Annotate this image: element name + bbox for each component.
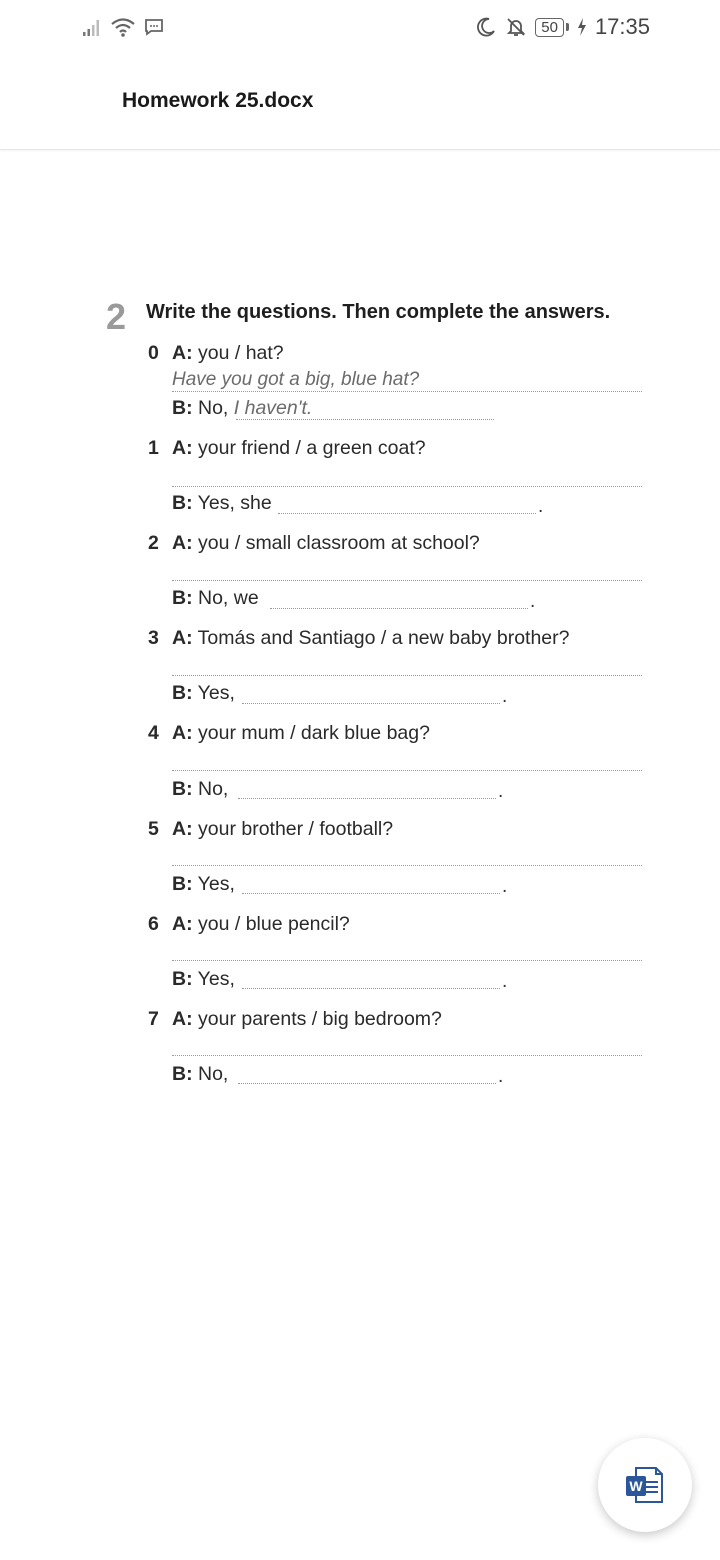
answer-prompt: B: Yes,: [172, 968, 235, 990]
answer-line[interactable]: [238, 1083, 496, 1084]
answer-prompt: B: No,: [172, 1063, 229, 1085]
answer-line[interactable]: [270, 608, 528, 609]
sample-question: Have you got a big, blue hat?: [172, 369, 420, 390]
item-number: 7: [148, 1008, 159, 1030]
question-line[interactable]: [172, 865, 642, 866]
signal-icon: [82, 17, 102, 37]
svg-text:W: W: [629, 1478, 643, 1494]
question-line[interactable]: [172, 486, 642, 487]
moon-icon: [475, 16, 497, 38]
question-line[interactable]: [172, 675, 642, 676]
answer-line[interactable]: [278, 513, 536, 514]
answer-prompt: B: No, I haven't.: [172, 397, 313, 419]
answer-line[interactable]: [242, 988, 500, 989]
question-prompt: A: your friend / a green coat?: [172, 437, 426, 459]
charging-icon: [577, 17, 587, 37]
answer-prompt: B: Yes,: [172, 873, 235, 895]
word-icon: [624, 1465, 666, 1505]
answer-line: [172, 391, 642, 392]
sample-answer: I haven't.: [233, 397, 313, 419]
question-prompt: A: your mum / dark blue bag?: [172, 722, 430, 744]
question-line[interactable]: [172, 1055, 642, 1056]
question-prompt: A: you / hat?: [172, 342, 284, 364]
question-line[interactable]: [172, 960, 642, 961]
item-number: 2: [148, 532, 159, 554]
document-page: 2 Write the questions. Then complete the answers. 0 A: you / hat? Have you got a big, blue hat? B: No, I haven't. 1 A: your friend / a green coat? B: Yes, she . 2 A: you / small classroom at school? B: No, we . 3 A: Tomás and Santiago / a new baby brother? B: Yes, . 4 A: your mum / dark blue bag? B: No, . 5 A: your brother / football? B: Yes, . 6 A: you / blue pencil? B: Yes, . 7 A: your parents / big bedroom? B: No, .: [0, 150, 720, 1100]
status-left-icons: [82, 16, 164, 38]
exercise-instructions: Write the questions. Then complete the answers.: [146, 301, 611, 323]
item-number: 3: [148, 627, 159, 649]
open-in-word-button[interactable]: [598, 1438, 692, 1532]
answer-line[interactable]: [242, 893, 500, 894]
question-prompt: A: your brother / football?: [172, 818, 394, 840]
item-number: 4: [148, 722, 159, 744]
question-prompt: A: Tomás and Santiago / a new baby brother?: [172, 627, 570, 649]
item-number: 6: [148, 913, 159, 935]
answer-prompt: B: Yes, she: [172, 492, 272, 514]
message-icon: [144, 17, 164, 37]
battery-icon: [535, 18, 569, 37]
answer-prompt: B: Yes,: [172, 682, 235, 704]
document-title: Homework 25.docx: [122, 89, 314, 112]
item-number: 0: [148, 342, 159, 364]
question-line[interactable]: [172, 580, 642, 581]
answer-line[interactable]: [238, 798, 496, 799]
question-prompt: A: you / blue pencil?: [172, 913, 350, 935]
battery-level: 50: [535, 18, 564, 37]
answer-line: [236, 419, 494, 420]
item-number: 1: [148, 437, 159, 459]
status-right-icons: [475, 14, 650, 40]
question-line[interactable]: [172, 770, 642, 771]
bell-off-icon: [505, 16, 527, 38]
wifi-icon: [110, 16, 136, 38]
answer-prompt: B: No, we: [172, 587, 259, 609]
status-bar: [0, 0, 720, 56]
question-prompt: A: your parents / big bedroom?: [172, 1008, 442, 1030]
answer-line[interactable]: [242, 703, 500, 704]
answer-prompt: B: No,: [172, 778, 229, 800]
exercise-number: 2: [106, 296, 127, 337]
item-number: 5: [148, 818, 159, 840]
app-header: [0, 56, 720, 150]
question-prompt: A: you / small classroom at school?: [172, 532, 480, 554]
clock: 17:35: [594, 14, 650, 39]
